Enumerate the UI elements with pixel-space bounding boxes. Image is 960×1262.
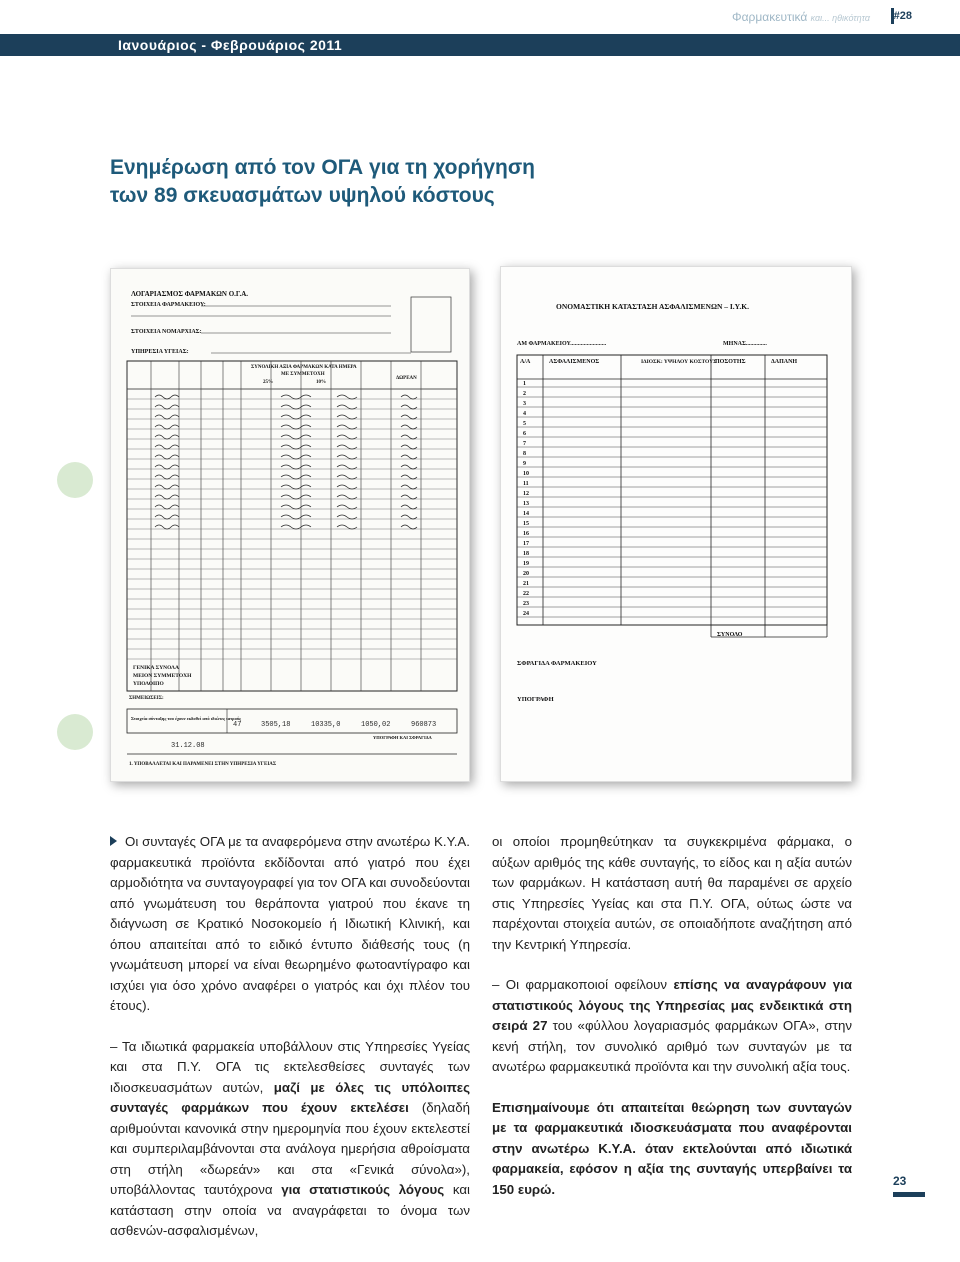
form-title: ΛΟΓΑΡΙΑΣΜΟΣ ΦΑΡΜΑΚΩΝ Ο.Γ.Α. <box>131 290 249 298</box>
list-row-number: 20 <box>523 571 529 577</box>
list-row-number: 4 <box>523 411 526 417</box>
list-row-number: 10 <box>523 471 529 477</box>
list-title: ΟΝΟΜΑΣΤΙΚΗ ΚΑΤΑΣΤΑΣΗ ΑΣΦΑΛΙΣΜΕΝΩΝ – Ι.Υ.Κ. <box>556 302 749 311</box>
form-free-column: ΔΩΡΕΑΝ <box>396 376 417 381</box>
list-col-aa: Α/Α <box>520 359 531 365</box>
paragraph-3: οι οποίοι προμηθεύτηκαν τα συγκεκριμένα φάρμακα, ο αύξων αριθμός της κάθε συνταγής, το είδος και η αξία αυτών των φαρμάκων. Η κατάσταση αυτή θα παραμένει σε αρχείο στις Υπηρεσίες Υγείας και στα Π.Υ. ΟΓΑ, ούτως ώστε να παρέχονται στοιχεία αυτών, σε οποιαδήποτε αναζήτηση από την Κεντρική Υπηρεσία. <box>492 834 852 952</box>
decorative-circle-top <box>57 462 93 498</box>
list-row-number: 5 <box>523 421 526 427</box>
list-row-number: 8 <box>523 451 526 457</box>
list-row-number: 12 <box>523 491 529 497</box>
issue-number: #28 <box>893 10 912 22</box>
form-footer-note: 1. ΥΠΟΒΑΛΛΕΤΑΙ ΚΑΙ ΠΑΡΑΜΕΝΕΙ ΣΤΗΝ ΥΠΗΡΕΣΙΑ ΥΓΕΙΑΣ <box>129 762 277 767</box>
form-summary-value-3: 10335,0 <box>311 721 341 729</box>
list-row-number: 13 <box>523 501 529 507</box>
form-pharmacy-line: ΣΤΟΙΧΕΙΑ ΦΑΡΜΑΚΕΙΟΥ: <box>131 302 206 308</box>
list-row-number: 24 <box>523 611 529 617</box>
paragraph-2-emphasis-1: μαζί με όλες τις υπόλοιπες συνταγές φαρμάκων που έχουν εκτελέσει <box>110 1079 470 1115</box>
form-pct-10: 10% <box>316 380 326 385</box>
form-health-service-line: ΥΠΗΡΕΣΙΑ ΥΓΕΙΑΣ: <box>131 349 189 355</box>
pharmacy-account-form-image <box>110 268 470 782</box>
list-row-number: 14 <box>523 511 529 517</box>
list-row-number: 1 <box>523 381 526 387</box>
article-column-right <box>492 832 852 1220</box>
form-total-general: ΓΕΝΙΚΑ ΣΥΝΟΛΑ <box>133 665 179 671</box>
form-handwritten-date: 31.12.08 <box>171 742 205 750</box>
form-summary-label: Στοιχεία σύνταξης του έχουν εκδοθεί από ιδιώτες ιατρούς <box>131 716 242 721</box>
form-notes-label: ΣΗΜΕΙΩΣΕΙΣ: <box>129 696 164 701</box>
list-signature: ΥΠΟΓΡΑΦΗ <box>517 696 554 703</box>
list-col-medicine: ΙΔΙΟΣΚ: ΥΨΗΛΟΥ ΚΟΣΤΟΥΣ <box>641 359 717 365</box>
list-row-number: 21 <box>523 581 529 587</box>
list-total: ΣΥΝΟΛΟ <box>717 632 743 638</box>
paragraph-1: Οι συνταγές ΟΓΑ με τα αναφερόμενα στην ανωτέρω Κ.Υ.Α. φαρμακευτικά προϊόντα εκδίδονται από γιατρό που έχει αρμοδιότητα να συνταγογραφεί για τον ΟΓΑ και συνοδεύονται από γνωμάτευση του θεράποντα γιατρού που έκανε τη διάγνωση σε Κρατικό Νοσοκομείο ή Ιδιωτική Κλινική, και όπου απαιτείται από το ειδικό έντυπο διάθεσής τους (η γνωμάτευση μπορεί να είναι θεωρημένο φωτοαντίγραφο και ισχύει για όσο χρόνο αναφέρει ο γιατρός και όχι πλέον του έτους). <box>110 834 470 1013</box>
form-table-header: ΣΥΝΟΛΙΚΗ ΑΞΙΑ ΦΑΡΜΑΚΩΝ ΚΑΤΑ ΗΜΕΡΑ <box>251 365 357 370</box>
title-line-2: των 89 σκευασμάτων υψηλού κόστους <box>110 184 495 207</box>
page-number: 23 <box>893 1174 907 1188</box>
paragraph-2: – Τα ιδιωτικά φαρμακεία υποβάλλουν στις Υπηρεσίες Υγείας και στα Π.Υ. ΟΓΑ τις εκτελεσθείσες συνταγές των ιδιοσκευασμάτων αυτών, μαζί με όλες τις υπόλοιπες συνταγές φαρμάκων που έχουν εκτελέσει (δηλαδή αριθμούνται κανονικά στην ημερομηνία που έχουν εκτελεστεί και συμπεριλαμβάνονται στα ανάλογα ημερήσια αθροίσματα στη στήλη «δωρεάν» και στα «Γενικά σύνολα»), υποβάλλοντας ταυτόχρονα για στατιστικούς λόγους και κατάσταση στην οποία να αναγράφεται το όνομα των ασθενών-ασφαλισμένων, <box>110 1038 470 1238</box>
insured-list-form-image <box>500 266 852 782</box>
list-row-number: 2 <box>523 391 526 397</box>
list-row-number: 18 <box>523 551 529 557</box>
article-title <box>110 154 630 210</box>
form-summary-value-1: 47 <box>233 721 242 729</box>
paragraph-5: Επισημαίνουμε ότι απαιτείται θεώρηση των συνταγών με τα φαρμακευτικά ιδιοσκευάσματα που αναφέρονται στην ανωτέρω Κ.Υ.Α. όταν εκτελούνται από ιδιωτικά φαρμακεία, εφόσον η αξία της συνταγής υπερβαίνει τα 150 ευρώ. <box>492 1099 852 1197</box>
top-strip <box>0 0 960 34</box>
list-row-number: 16 <box>523 531 529 537</box>
list-row-number: 6 <box>523 431 526 437</box>
list-row-number: 15 <box>523 521 529 527</box>
form-summary-value-4: 1050,02 <box>361 721 391 729</box>
list-pharmacy-stamp: ΣΦΡΑΓΙΔΑ ΦΑΡΜΑΚΕΙΟΥ <box>517 660 597 667</box>
decorative-circle-bottom <box>57 714 93 750</box>
account-form-drawing <box>111 269 469 781</box>
section-sublabel: και... ηθικότητα <box>810 13 870 23</box>
list-row-number: 7 <box>523 441 526 447</box>
list-month: ΜΗΝΑΣ.............. <box>723 341 767 347</box>
form-prefecture-line: ΣΤΟΙΧΕΙΑ ΝΟΜΑΡΧΙΑΣ: <box>131 329 202 335</box>
paragraph-4: – Οι φαρμακοποιοί οφείλουν επίσης να αναγράφουν για στατιστικούς λόγους της Υπηρεσίας μας ενδεικτικά στη σειρά 27 του «φύλλου λογαριασμός φαρμάκων ΟΓΑ», στην κενή στήλη, τον συνολικό αριθμό των συνταγών με τα ανωτέρω φαρμακευτικά προϊόντα και την συνολική αξία τους. <box>492 977 853 1074</box>
list-col-quantity: ΠΟΣΟΤΗΣ <box>715 359 746 365</box>
section-label: Φαρμακευτικά και... ηθικότητα <box>732 10 870 24</box>
list-col-insured: ΑΣΦΑΛΙΣΜΕΝΟΣ <box>549 359 600 365</box>
list-pharmacy-am: ΑΜ ΦΑΡΜΑΚΕΙΟΥ........................ <box>517 341 607 347</box>
issue-date: Ιανουάριος - Φεβρουάριος 2011 <box>118 37 343 53</box>
title-line-1: Ενημέρωση από τον ΟΓΑ για τη χορήγηση <box>110 156 536 179</box>
bullet-arrow-icon <box>110 836 117 846</box>
form-pct-25: 25% <box>263 380 273 385</box>
list-row-number: 19 <box>523 561 529 567</box>
list-row-number: 17 <box>523 541 529 547</box>
list-row-number: 22 <box>523 591 529 597</box>
page-number-bar <box>893 1192 925 1197</box>
insured-list-drawing <box>501 267 851 781</box>
list-col-cost: ΔΑΠΑΝΗ <box>771 359 798 365</box>
form-total-minus: ΜΕΙΟΝ ΣΥΜΜΕΤΟΧΗ <box>133 673 192 679</box>
form-summary-value-5: 960873 <box>411 721 437 729</box>
list-row-number: 9 <box>523 461 526 467</box>
form-sign-label: ΥΠΟΓΡΑΦΗ ΚΑΙ ΣΦΡΑΓΙΔΑ <box>373 735 432 740</box>
header-band <box>0 34 960 56</box>
list-row-number: 3 <box>523 401 526 407</box>
form-total-remainder: ΥΠΟΛΟΙΠΟ <box>133 681 164 687</box>
list-row-number: 11 <box>523 481 529 487</box>
form-sub-header: ΜΕ ΣΥΜΜΕΤΟΧΗ <box>281 372 325 377</box>
article-column-left <box>110 832 470 1262</box>
form-summary-value-2: 3505,18 <box>261 721 291 729</box>
paragraph-4-emphasis: επίσης να αναγράφουν για στατιστικούς λόγους της Υπηρεσίας μας ενδεικτικά στη σειρά 27 <box>492 977 853 1033</box>
list-row-number: 23 <box>523 601 529 607</box>
paragraph-2-emphasis-2: για στατιστικούς λόγους <box>281 1182 445 1197</box>
